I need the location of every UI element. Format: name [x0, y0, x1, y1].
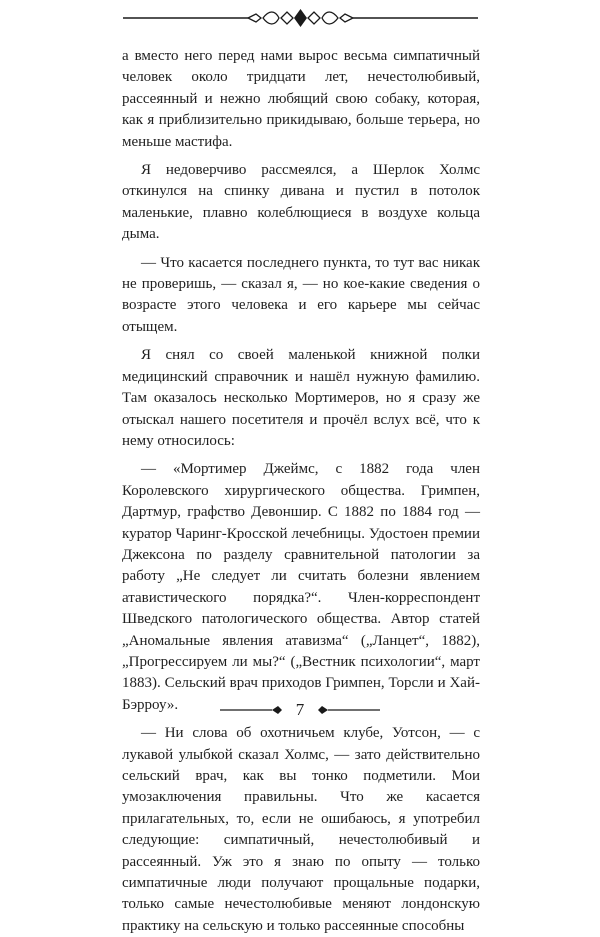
paragraph: — Ни слова об охотничьем клубе, Уотсон, — с лукавой улыбкой сказал Холмс, — зато действительно сельский врач, как вы тонко подметили. Мои умозаключения правильны. Что же касается прилагательных, то, если не ошибаюсь, я употребил следующие: симпатичный, нечестолюбивый и рассеянный. Уж это я знаю по опыту — только симпатичные люди получают прощальные подарки, только самые нечестолюбивые меняют лондонскую практику на сельскую и только рассеянные способны: [122, 725, 480, 934]
page-footer: [220, 690, 380, 730]
paragraph: а вместо него перед нами вырос весьма симпатичный человек около тридцати лет, нечестолюбивый, рассеянный и нежно любящий свою собаку, которая, как я приблизительно прикидываю, больше терьера, но меньше мастифа.: [122, 48, 480, 150]
body-text: [122, 46, 480, 937]
top-ornament-divider: [123, 2, 478, 32]
paragraph: Я снял со своей маленькой книжной полки медицинский справочник и нашёл нужную фамилию. Там оказалось несколько Мортимеров, но я сразу же отыскал нашего посетителя и прочёл вслух всё, что к нему относилось:: [122, 347, 480, 449]
paragraph: — Что касается последнего пункта, то тут вас никак не проверишь, — сказал я, — но кое-какие сведения о возрасте этого человека и его карьере мы сейчас отыщем.: [122, 254, 480, 335]
page-number: 7: [295, 700, 305, 719]
paragraph: — «Мортимер Джеймс, с 1882 года член Королевского хирургического общества. Гримпен, Дартмур, графство Девоншир. С 1882 по 1884 год — куратор Чаринг-Кросской лечебницы. Удостоен премии Джексона по разделу сравнительной патологии за работу „Не следует ли считать болезни явлением атавистического порядка?“. Член-корреспондент Шведского патологического общества. Автор статей „Аномальные явления атавизма“ („Ланцет“, 1882), „Прогрессируем ли мы?“ („Вестник психологии“, март 1883). Сельский врач приходов Гримпен, Торсли и Хай-Бэрроу».: [122, 461, 480, 713]
paragraph: Я недоверчиво рассмеялся, а Шерлок Холмс откинулся на спинку дивана и пустил в потолок маленькие, плавно колеблющиеся в воздухе кольца дыма.: [122, 162, 480, 243]
